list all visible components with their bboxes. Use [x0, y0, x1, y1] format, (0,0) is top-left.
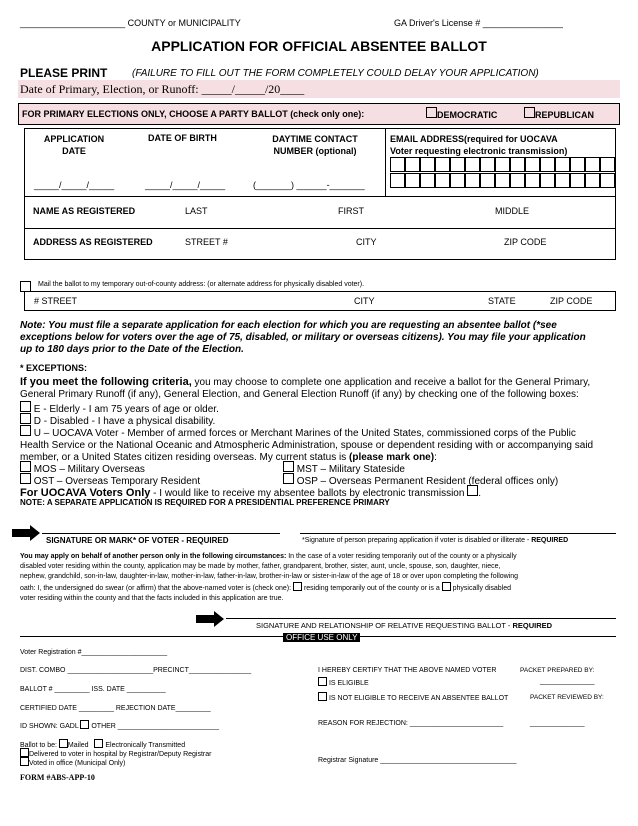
mail-state-label: STATE [488, 296, 516, 306]
email-char-cell[interactable] [435, 173, 450, 188]
email-header: EMAIL ADDRESS(required for UOCAVA Voter requesting electronic transmission) [390, 134, 568, 156]
eligible-option[interactable]: IS ELIGIBLE [318, 677, 369, 687]
voted-checkbox[interactable] [20, 757, 29, 766]
email-char-cell[interactable] [495, 173, 510, 188]
packet-reviewed-field[interactable]: ______________ [530, 720, 585, 727]
mos-option[interactable]: MOS – Military Overseas [20, 461, 145, 475]
criteria-paragraph: If you meet the following criteria, you may choose to complete one application and receive a ballot for the General Primary, General Primary Runoff (if any), General Election, and General Election Runoff (if any) by checking one of the following boxes: [20, 376, 591, 400]
democratic-label: DEMOCRATIC [437, 110, 498, 120]
arrow-right-icon [196, 611, 226, 627]
eligible-checkbox[interactable] [318, 677, 327, 686]
email-char-cell[interactable] [465, 173, 480, 188]
county-field[interactable]: _____________________ COUNTY or MUNICIPALITY [20, 18, 241, 28]
packet-reviewed-label: PACKET REVIEWED BY: [530, 694, 604, 701]
mail-temp-label: Mail the ballot to my temporary out-of-county address: (or alternate address for physically disabled voter). [38, 281, 365, 288]
delivered-option[interactable]: Delivered to voter in hospital by Registrar/Deputy Registrar [20, 748, 211, 758]
email-char-cell[interactable] [465, 157, 480, 172]
dob-header: DATE OF BIRTH [148, 133, 217, 143]
dist-combo-field[interactable]: DIST. COMBO ______________________PRECINCT________________ [20, 667, 252, 674]
preparer-signature-label[interactable]: *Signature of person preparing application if voter is disabled or illiterate - REQUIRED [302, 537, 569, 544]
email-char-cell[interactable] [435, 157, 450, 172]
republican-option[interactable] [524, 107, 594, 120]
email-char-cell[interactable] [585, 157, 600, 172]
first-name-label: FIRST [338, 206, 364, 216]
mail-zip-label: ZIP CODE [550, 296, 593, 306]
electronic-transmission-option[interactable]: For UOCAVA Voters Only - I would like to receive my absentee ballots by electronic transmission . [20, 487, 481, 499]
presidential-note: NOTE: A SEPARATE APPLICATION IS REQUIRED FOR A PRESIDENTIAL PREFERENCE PRIMARY [20, 498, 390, 507]
email-char-cell[interactable] [600, 173, 615, 188]
email-char-cell[interactable] [510, 173, 525, 188]
election-date-field[interactable]: Date of Primary, Election, or Runoff: _____/_____/20____ [18, 80, 620, 98]
email-char-cell[interactable] [405, 173, 420, 188]
electronic-checkbox[interactable] [94, 739, 103, 748]
party-label: FOR PRIMARY ELECTIONS ONLY, CHOOSE A PARTY BALLOT (check only one): [22, 109, 365, 119]
street-label: STREET # [185, 237, 228, 247]
form-number: FORM #ABS-APP-10 [20, 773, 95, 782]
email-char-cell[interactable] [600, 157, 615, 172]
print-warning: (FAILURE TO FILL OUT THE FORM COMPLETELY COULD DELAY YOUR APPLICATION) [132, 68, 539, 79]
disabled-option[interactable]: D - Disabled - I have a physical disability. [20, 413, 215, 427]
contact-header: DAYTIME CONTACT NUMBER (optional) [272, 134, 358, 156]
mos-checkbox[interactable] [20, 461, 31, 472]
packet-prepared-field[interactable]: ______________ [540, 678, 595, 685]
email-char-cell[interactable] [555, 173, 570, 188]
elderly-checkbox[interactable] [20, 401, 31, 412]
email-char-cell[interactable] [390, 157, 405, 172]
mst-checkbox[interactable] [283, 461, 294, 472]
middle-name-label: MIDDLE [495, 206, 530, 216]
form-title: APPLICATION FOR OFFICIAL ABSENTEE BALLOT [151, 38, 487, 54]
email-char-cell[interactable] [585, 173, 600, 188]
email-char-cell[interactable] [525, 173, 540, 188]
city-label: CITY [356, 237, 377, 247]
not-eligible-option[interactable]: IS NOT ELIGIBLE TO RECEIVE AN ABSENTEE BALLOT [318, 692, 508, 702]
osp-checkbox[interactable] [283, 473, 294, 484]
uocava-option[interactable]: U – UOCAVA Voter - Member of armed forces or Merchant Marines of the United States, commissioned corps of the Public Health Service or the National Oceanic and Atmospheric Administration, spouse or dependent residing with or accompanying said member, or a United States citizen residing overseas. My current status is (please mark one): [20, 425, 593, 464]
email-char-cell[interactable] [480, 173, 495, 188]
elderly-option[interactable]: E - Elderly - I am 75 years of age or older. [20, 401, 219, 415]
dob-field[interactable]: _____/_____/_____ [145, 180, 226, 190]
email-char-cell[interactable] [555, 157, 570, 172]
note-paragraph: Note: You must file a separate application for each election for which you are requesting an absentee ballot (*see exceptions below for voters over the age of 75, disabled, or military or overseas citizens). You may file your application up to 180 days prior to the Date of the Election. [20, 320, 586, 355]
democratic-checkbox[interactable] [426, 107, 437, 118]
please-print-label: PLEASE PRINT [20, 66, 108, 80]
email-char-cell[interactable] [450, 173, 465, 188]
email-char-cell[interactable] [540, 157, 555, 172]
last-name-label: LAST [185, 206, 208, 216]
voter-registration-field[interactable]: Voter Registration #______________________ [20, 649, 168, 656]
registrar-signature-field[interactable]: Registrar Signature ___________________________________ [318, 757, 517, 764]
rejection-reason-field[interactable]: REASON FOR REJECTION: ________________________ [318, 720, 504, 727]
relative-signature-label[interactable]: SIGNATURE AND RELATIONSHIP OF RELATIVE REQUESTING BALLOT - REQUIRED [256, 621, 553, 630]
exceptions-heading: * EXCEPTIONS: [20, 363, 88, 373]
phone-field[interactable]: (_______) ______-_______ [253, 180, 365, 190]
mst-option[interactable]: MST – Military Stateside [283, 461, 405, 475]
ballot-delivery-options: Ballot to be: Mailed Electronically Transmitted [20, 739, 185, 749]
ost-checkbox[interactable] [20, 473, 31, 484]
temp-out-of-county-checkbox[interactable] [293, 582, 302, 591]
name-label: NAME AS REGISTERED [33, 206, 136, 216]
democratic-option[interactable] [426, 107, 497, 120]
certified-date-field[interactable]: CERTIFIED DATE _________ REJECTION DATE_________ [20, 705, 211, 712]
email-char-cell[interactable] [405, 157, 420, 172]
disabled-checkbox[interactable] [20, 413, 31, 424]
mail-street-label: # STREET [34, 296, 78, 306]
app-date-header: APPLICATION DATE [43, 134, 105, 156]
email-char-cell[interactable] [540, 173, 555, 188]
voted-in-office-option[interactable]: Voted in office (Municipal Only) [20, 757, 125, 767]
osp-option[interactable]: OSP – Overseas Permanent Resident (federal offices only) [283, 473, 558, 487]
mail-address-row [24, 291, 616, 311]
app-date-field[interactable]: _____/_____/_____ [34, 180, 115, 190]
ballot-number-field[interactable]: BALLOT # _________ ISS. DATE __________ [20, 686, 166, 693]
email-char-cell[interactable] [390, 173, 405, 188]
behalf-paragraph: You may apply on behalf of another person only in the following circumstances: In the case of a voter residing temporarily out of the county or a physically disabled voter residing within the county, application may be made by mother, father, grandparent, brother, sister, aunt, uncle, spouse, son, daughter, niece, nephew, grandchild, son-in-law, daughter-in-law, mother-in-law, father-in-law, brother-in-law or sister-in-law of the age of 18 or over upon completing the following oath: I, the undersigned do swear (or affirm) that the above-named voter is (check one): residing temporarily out of the county or is a physically disabled voter residing within the county and that the facts included in this application are true. [20, 553, 519, 602]
certify-label: I HEREBY CERTIFY THAT THE ABOVE NAMED VOTER [318, 667, 497, 674]
email-char-cell[interactable] [420, 157, 435, 172]
email-char-cell[interactable] [450, 157, 465, 172]
mailed-checkbox[interactable] [59, 739, 68, 748]
zip-label: ZIP CODE [504, 237, 547, 247]
email-char-cell[interactable] [480, 157, 495, 172]
arrow-right-icon [12, 525, 42, 541]
republican-label: REPUBLICAN [535, 110, 595, 120]
voter-signature-label[interactable]: SIGNATURE OR MARK* OF VOTER - REQUIRED [46, 536, 229, 545]
republican-checkbox[interactable] [524, 107, 535, 118]
email-char-cell[interactable] [570, 173, 585, 188]
email-char-cell[interactable] [570, 157, 585, 172]
email-char-cell[interactable] [495, 157, 510, 172]
not-eligible-checkbox[interactable] [318, 692, 327, 701]
packet-prepared-label: PACKET PREPARED BY: [520, 667, 595, 674]
physically-disabled-checkbox[interactable] [442, 582, 451, 591]
id-shown-field[interactable]: ID SHOWN: GADL OTHER __________________________ [20, 720, 219, 730]
license-field[interactable]: GA Driver's License # ________________ [394, 18, 563, 28]
address-label: ADDRESS AS REGISTERED [33, 237, 153, 247]
mail-city-label: CITY [354, 296, 375, 306]
email-char-cell[interactable] [510, 157, 525, 172]
ost-option[interactable]: OST – Overseas Temporary Resident [20, 473, 200, 487]
office-use-header: OFFICE USE ONLY [283, 633, 360, 642]
email-char-cell[interactable] [420, 173, 435, 188]
email-char-cell[interactable] [525, 157, 540, 172]
electronic-transmission-checkbox[interactable] [467, 485, 478, 496]
delivered-checkbox[interactable] [20, 748, 29, 757]
uocava-checkbox[interactable] [20, 425, 31, 436]
